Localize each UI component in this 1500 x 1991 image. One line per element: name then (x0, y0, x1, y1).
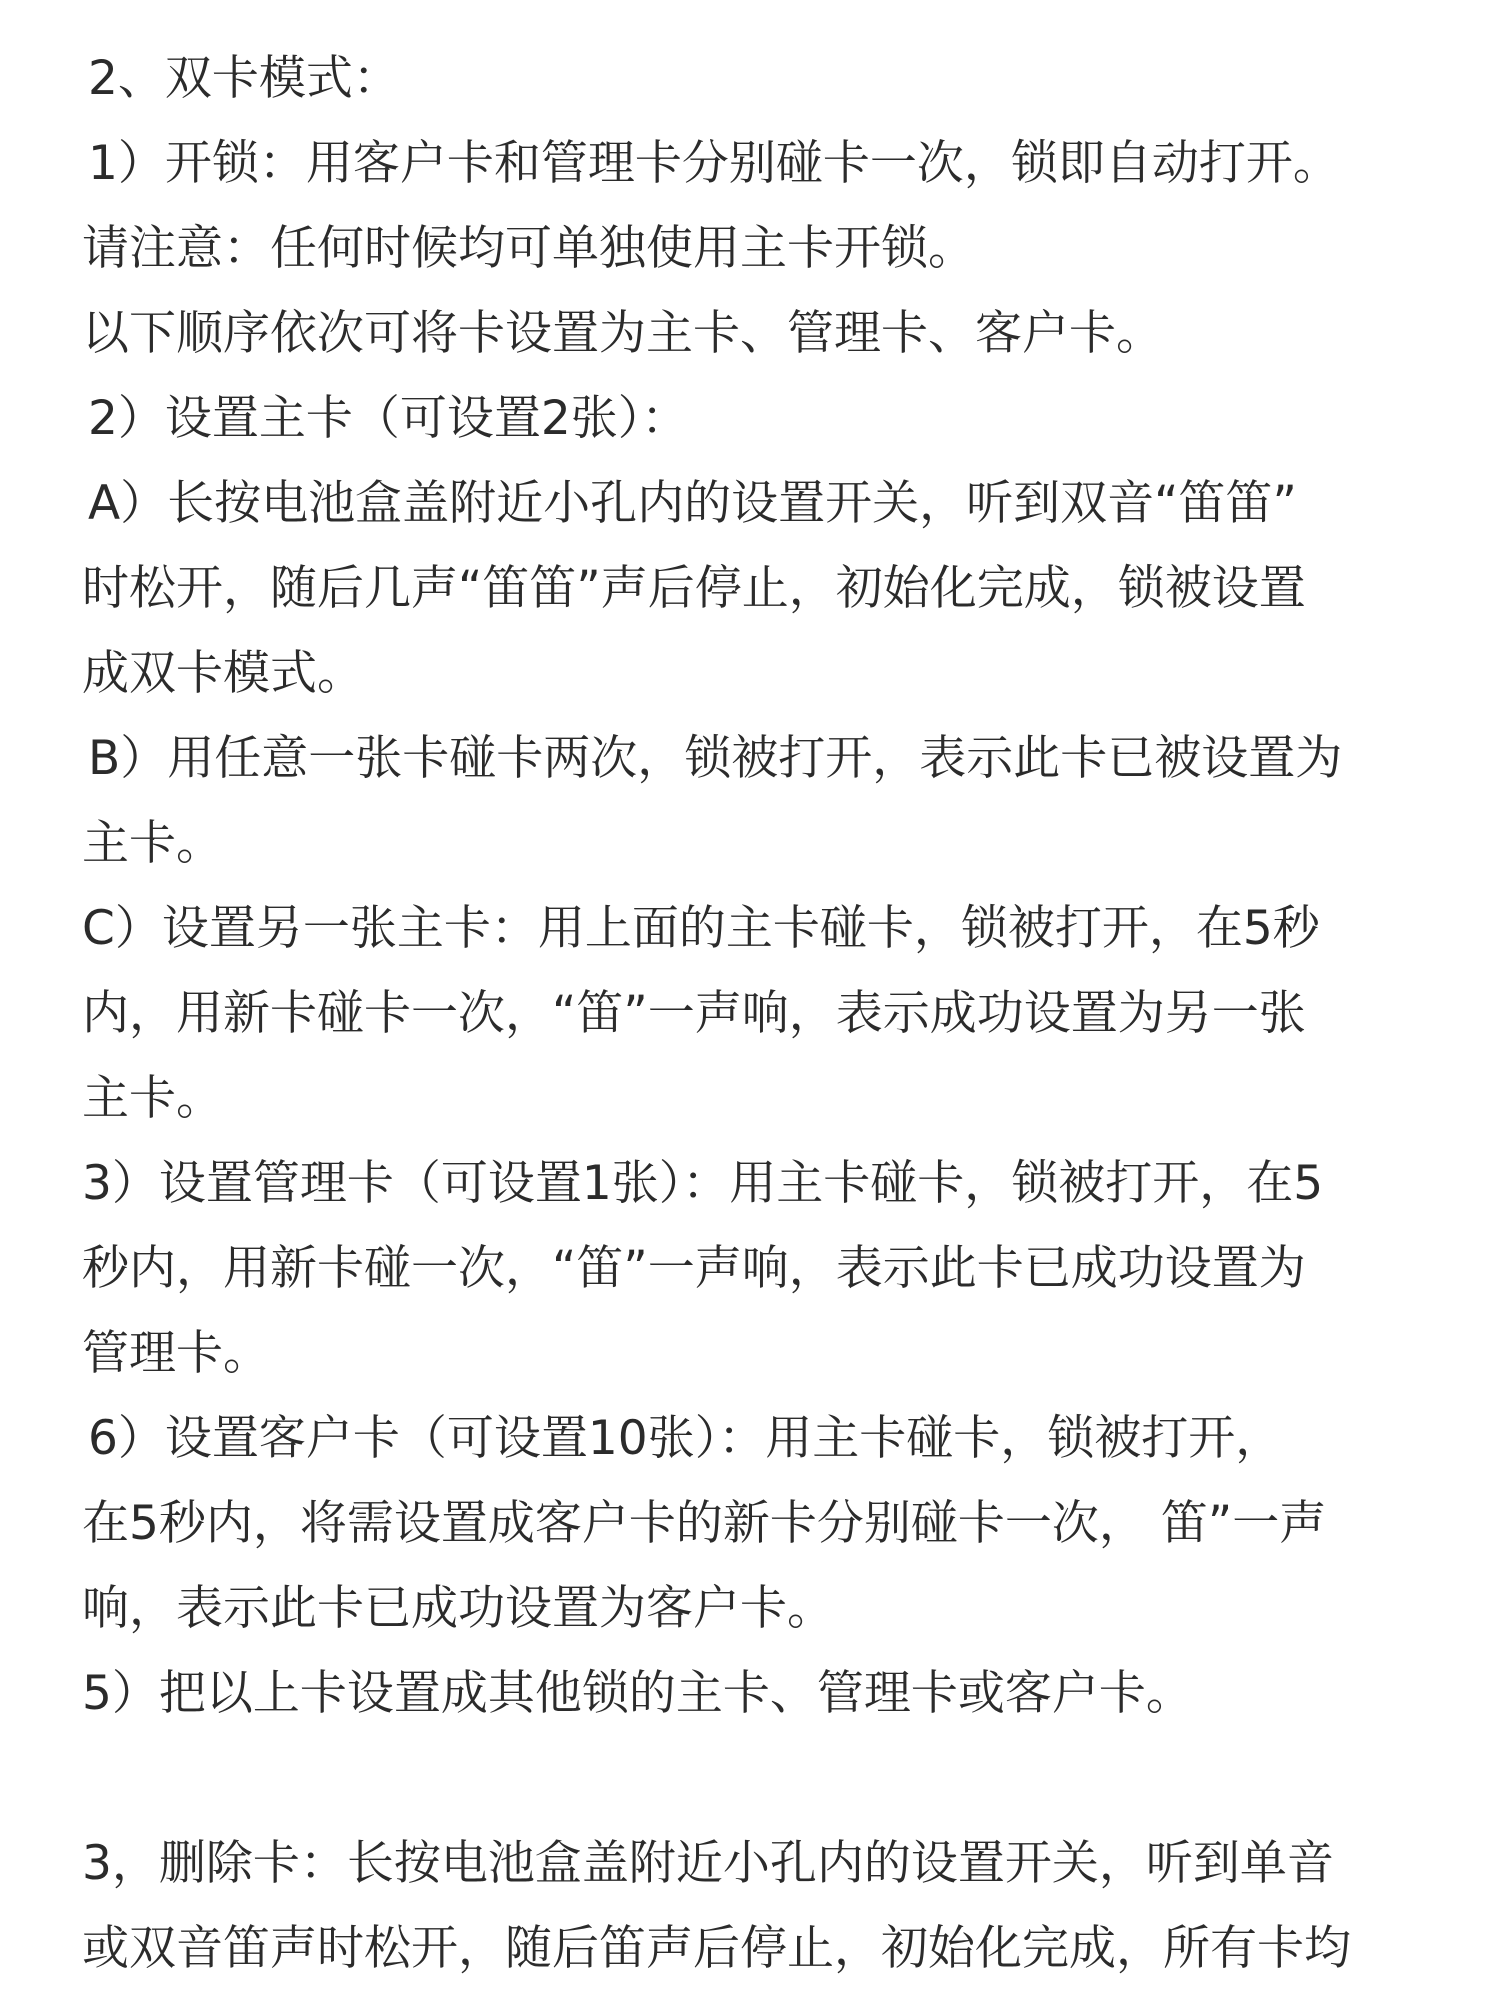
step-set-manager-card-line1: 3）设置管理卡（可设置1张）：用主卡碰卡，锁被打开，在5 (82, 1156, 1324, 1211)
step-set-manager-card-line3: 管理卡。 (82, 1326, 270, 1381)
section-delete-card-line1: 3，删除卡：长按电池盒盖附近小孔内的设置开关，听到单音 (82, 1836, 1334, 1891)
section-delete-card-line2: 或双音笛声时松开，随后笛声后停止，初始化完成，所有卡均 (82, 1921, 1351, 1976)
substep-b-line1: B）用任意一张卡碰卡两次，锁被打开，表示此卡已被设置为 (88, 731, 1343, 786)
order-intro: 以下顺序依次可将卡设置为主卡、管理卡、客户卡。 (82, 306, 1163, 361)
step-unlock: 1）开锁：用客户卡和管理卡分别碰卡一次，锁即自动打开。 (88, 136, 1340, 191)
section-heading-dual-card-mode: 2、双卡模式： (88, 51, 400, 106)
paragraph-gap (82, 1736, 1420, 1821)
substep-a-line3: 成双卡模式。 (82, 646, 364, 701)
substep-b-line2: 主卡。 (82, 816, 223, 871)
step-set-guest-card-line1: 6）设置客户卡（可设置10张）：用主卡碰卡，锁被打开， (88, 1411, 1283, 1466)
step-other-locks: 5）把以上卡设置成其他锁的主卡、管理卡或客户卡。 (82, 1666, 1193, 1721)
step-set-master-card: 2）设置主卡（可设置2张）： (88, 391, 689, 446)
substep-a-line1: A）长按电池盒盖附近小孔内的设置开关，听到双音“笛笛” (88, 476, 1297, 531)
step-set-manager-card-line2: 秒内，用新卡碰一次，“笛”一声响，表示此卡已成功设置为 (82, 1241, 1306, 1296)
substep-a-line2: 时松开，随后几声“笛笛”声后停止，初始化完成，锁被设置 (82, 561, 1306, 616)
substep-c-line1: C）设置另一张主卡：用上面的主卡碰卡，锁被打开，在5秒 (82, 901, 1320, 956)
step-set-guest-card-line3: 响，表示此卡已成功设置为客户卡。 (82, 1581, 834, 1636)
substep-c-line3: 主卡。 (82, 1071, 223, 1126)
substep-c-line2: 内，用新卡碰卡一次，“笛”一声响，表示成功设置为另一张 (82, 986, 1306, 1041)
step-set-guest-card-line2: 在5秒内，将需设置成客户卡的新卡分别碰卡一次， 笛”一声 (82, 1496, 1327, 1551)
note-master-card: 请注意：任何时候均可单独使用主卡开锁。 (82, 221, 975, 276)
instruction-document (82, 36, 1420, 1991)
